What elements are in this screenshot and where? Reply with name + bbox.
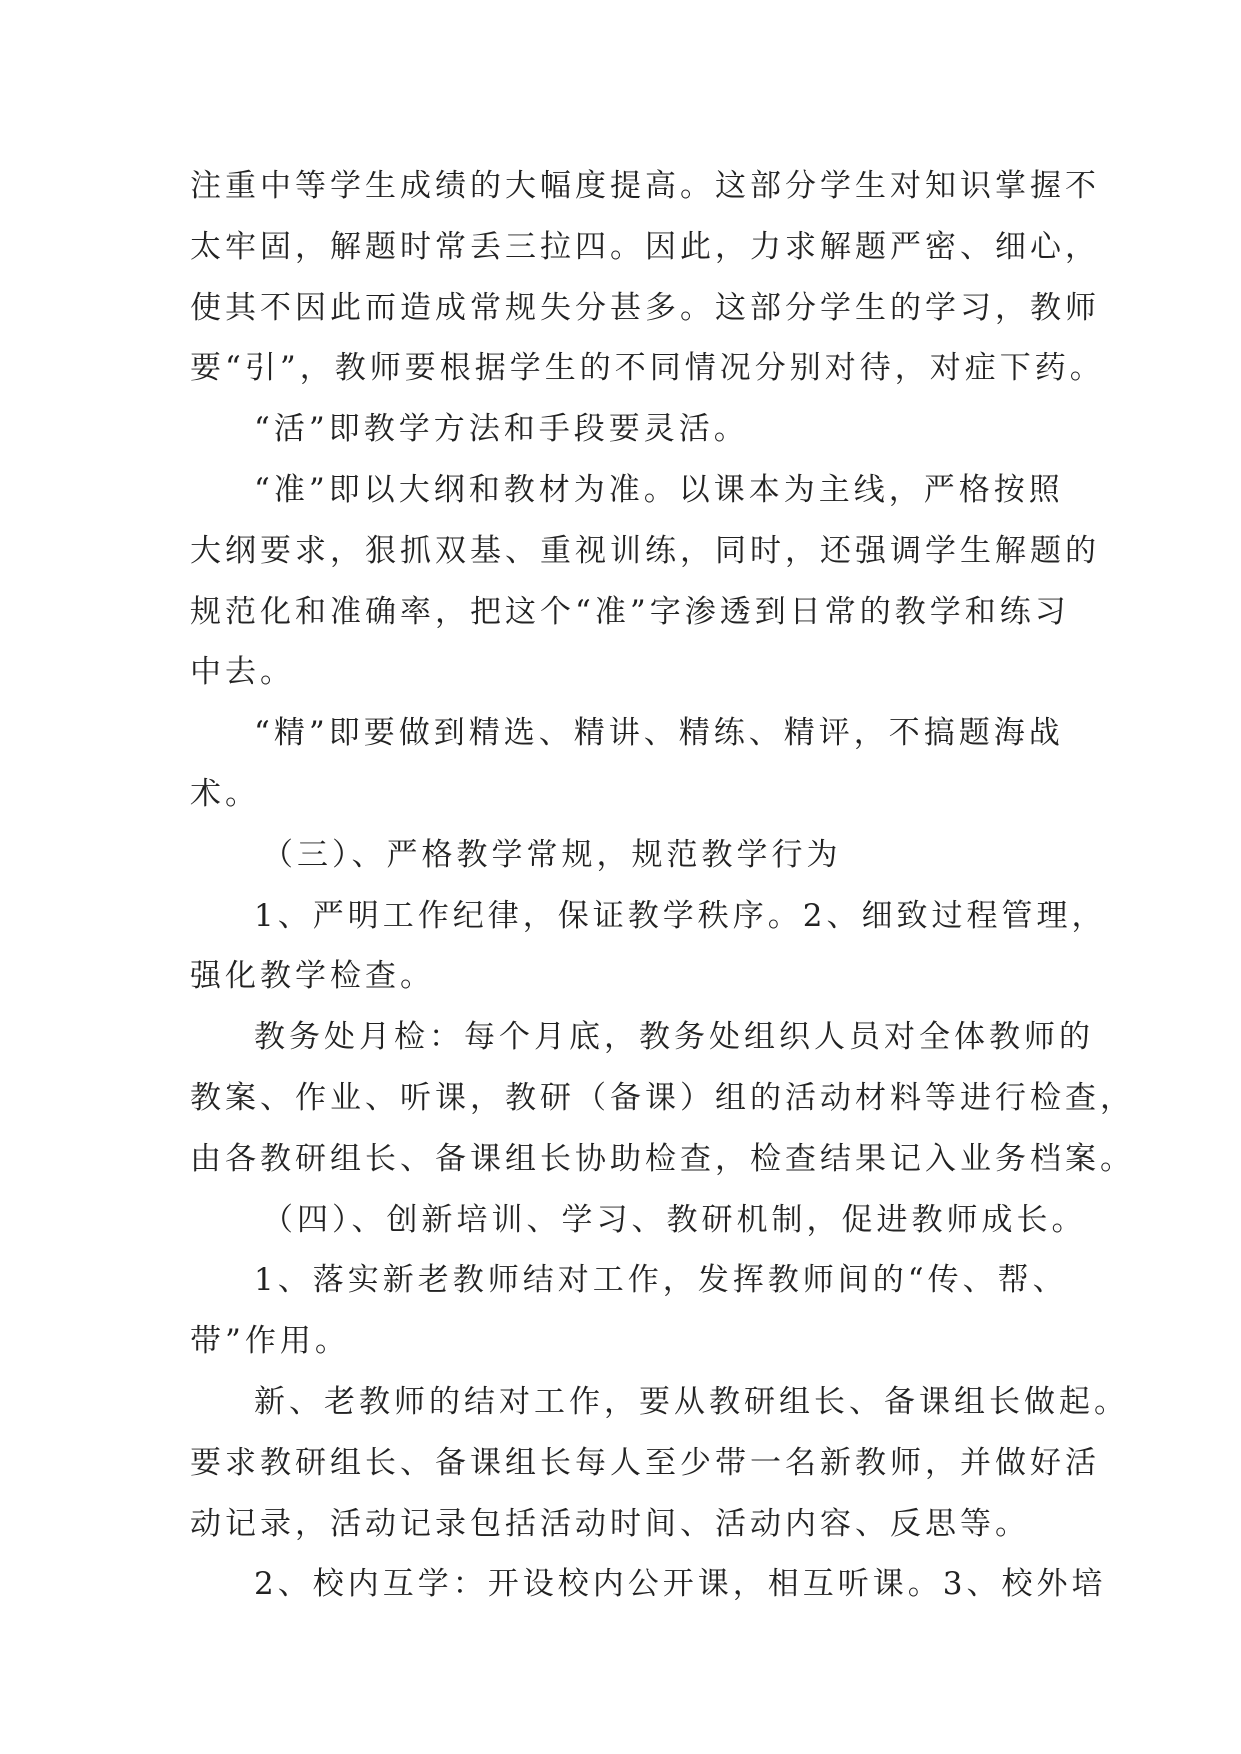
paragraph-monthly-check	[190, 1007, 1135, 1189]
paragraph-huo	[190, 399, 1060, 460]
paragraph-discipline	[190, 886, 1107, 1008]
section-heading-4	[190, 1190, 1087, 1251]
paragraph-middle-students	[190, 156, 1105, 399]
text-line: 要“引”，教师要根据学生的不同情况分别对待，对症下药。	[190, 350, 1105, 387]
text-line: 太牢固，解题时常丢三拉四。因此，力求解题严密、细心，	[190, 228, 1100, 265]
text-line: 新、老教师的结对工作，要从教研组长、备课组长做起。	[254, 1383, 1129, 1420]
text-line: 大纲要求，狠抓双基、重视训练，同时，还强调学生解题的	[190, 532, 1100, 569]
text-line: 使其不因此而造成常规失分甚多。这部分学生的学习，教师	[190, 289, 1100, 326]
paragraph-mentoring	[190, 1250, 1068, 1372]
text-line: 中去。	[190, 654, 295, 691]
text-line: 带”作用。	[190, 1323, 350, 1360]
section-heading-text: （三）、严格教学常规，规范教学行为	[262, 836, 842, 873]
text-line: “精”即要做到精选、精讲、精练、精评，不搞题海战	[254, 715, 1064, 752]
paragraph-internal-learning	[190, 1554, 1107, 1615]
text-line: 由各教研组长、备课组长协助检查，检查结果记入业务档案。	[190, 1140, 1135, 1177]
text-line: 1、落实新老教师结对工作，发挥教师间的“传、帮、	[254, 1262, 1068, 1299]
text-line: 注重中等学生成绩的大幅度提高。这部分学生对知识掌握不	[190, 168, 1100, 204]
text-line: 1、严明工作纪律，保证教学秩序。2、细致过程管理，	[254, 897, 1107, 934]
text-line: 要求教研组长、备课组长每人至少带一名新教师，并做好活	[190, 1444, 1100, 1481]
text-line: 2、校内互学：开设校内公开课，相互听课。3、校外培	[254, 1566, 1107, 1603]
text-line: 教案、作业、听课，教研（备课）组的活动材料等进行检查，	[190, 1079, 1135, 1116]
document-body	[190, 156, 1135, 1615]
paragraph-zhun	[190, 460, 1100, 703]
text-line: 强化教学检查。	[190, 958, 435, 995]
text-line: 动记录，活动记录包括活动时间、活动内容、反思等。	[190, 1505, 1030, 1542]
text-line: 规范化和准确率，把这个“准”字渗透到日常的教学和练习	[190, 593, 1070, 630]
paragraph-jing	[190, 703, 1064, 825]
section-heading-3	[190, 825, 1060, 886]
section-heading-text: （四）、创新培训、学习、教研机制，促进教师成长。	[262, 1201, 1087, 1238]
paragraph-pairing	[190, 1372, 1129, 1554]
text-line: “活”即教学方法和手段要灵活。	[254, 411, 749, 448]
text-line: “准”即以大纲和教材为准。以课本为主线，严格按照	[254, 471, 1064, 508]
text-line: 术。	[190, 775, 260, 812]
text-line: 教务处月检：每个月底，教务处组织人员对全体教师的	[254, 1019, 1094, 1056]
